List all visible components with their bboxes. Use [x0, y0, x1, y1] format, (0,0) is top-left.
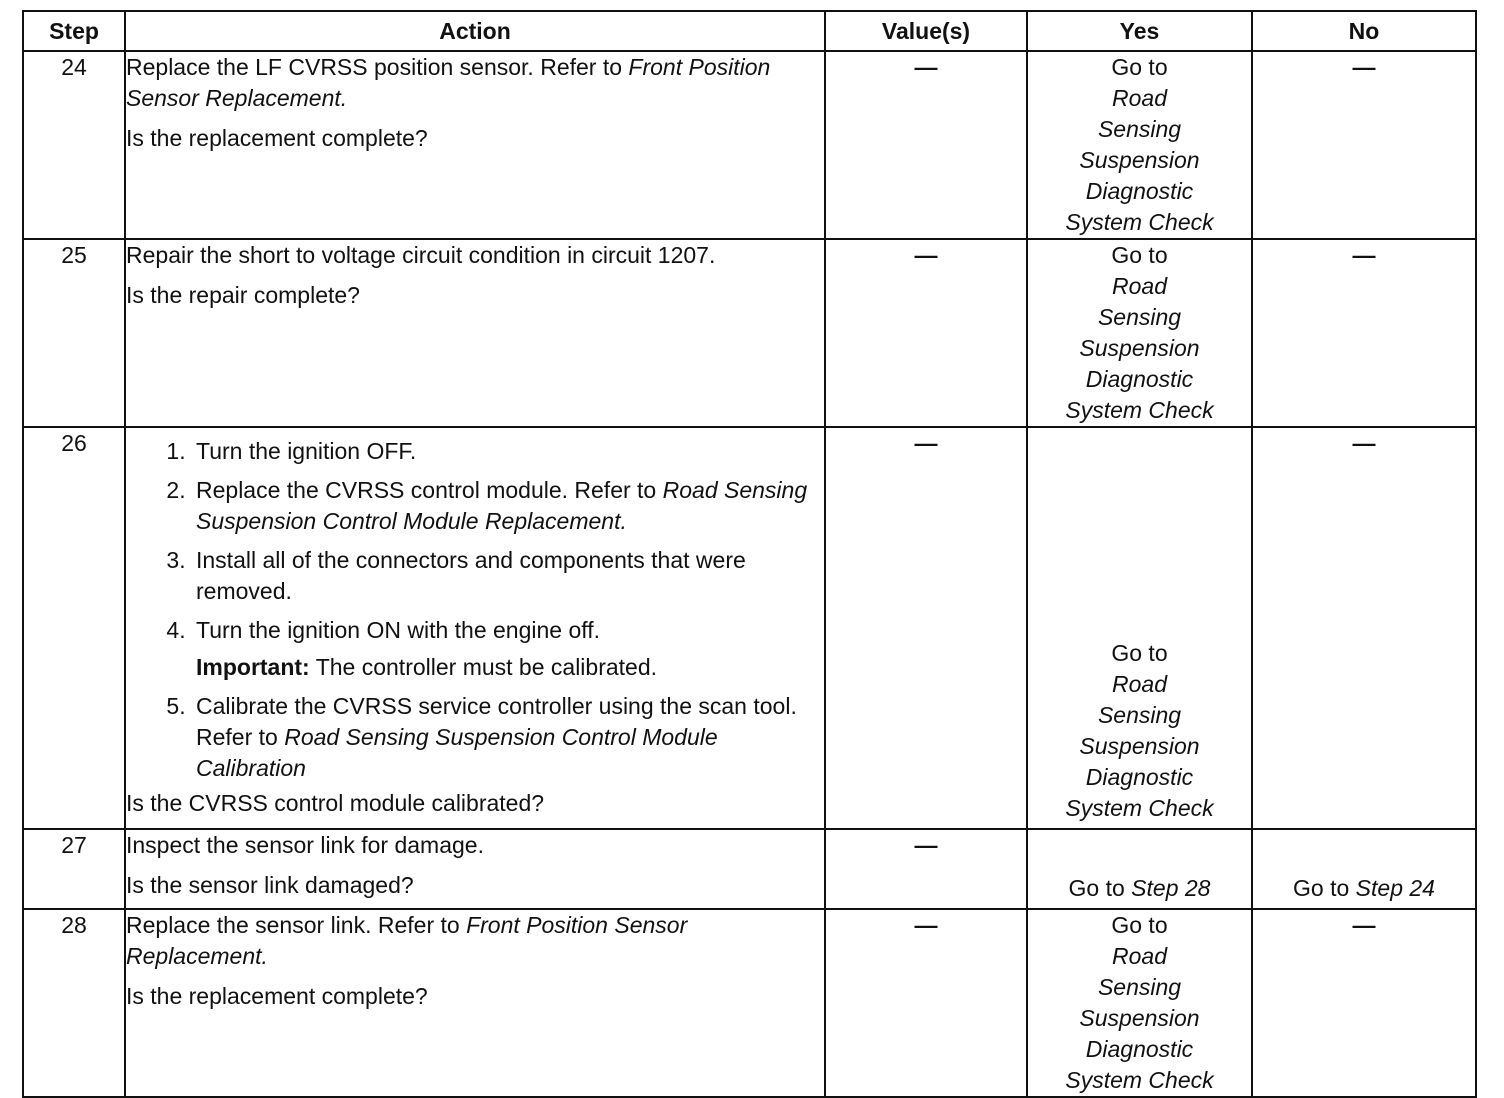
no-cell: — — [1252, 427, 1476, 829]
action-question: Is the CVRSS control module calibrated? — [126, 790, 545, 816]
action-instruction: Repair the short to voltage circuit condition in circuit 1207. — [126, 242, 716, 268]
goto-label: Go to — [1111, 640, 1168, 666]
yes-cell — [1027, 239, 1252, 427]
table-row-step-28 — [23, 909, 1476, 1097]
reference-link-cont[interactable]: System Check — [1065, 397, 1214, 423]
no-cell: — — [1252, 239, 1476, 427]
reference-link-cont[interactable]: Sensing — [1097, 702, 1182, 728]
action-instruction: Inspect the sensor link for damage. — [126, 832, 484, 858]
goto-label: Go to — [1111, 912, 1168, 938]
step-number: 27 — [23, 829, 125, 909]
yes-cell — [1027, 829, 1252, 909]
table-row-step-25 — [23, 239, 1476, 427]
value-cell: — — [825, 909, 1027, 1097]
step-link[interactable]: Step 28 — [1131, 875, 1211, 901]
value-cell: — — [825, 427, 1027, 829]
important-label: Important: — [196, 654, 310, 680]
reference-link-cont[interactable]: Sensing — [1097, 304, 1182, 330]
procedure-step — [192, 615, 824, 683]
reference-link[interactable]: Road Sensing Suspension Control Module Replacement. — [196, 477, 808, 534]
important-text: The controller must be calibrated. — [309, 654, 658, 680]
reference-link-cont[interactable]: Sensing — [1097, 116, 1182, 142]
action-cell — [125, 909, 825, 1097]
reference-link-cont[interactable]: Suspension — [1079, 335, 1200, 361]
action-cell — [125, 51, 825, 239]
reference-link[interactable]: Road — [1112, 273, 1167, 299]
reference-link-cont[interactable]: Diagnostic — [1085, 366, 1194, 392]
step-number: 28 — [23, 909, 125, 1097]
header-row — [23, 11, 1476, 51]
step-number: 26 — [23, 427, 125, 829]
action-instruction — [126, 910, 824, 972]
reference-link[interactable]: Road — [1112, 943, 1167, 969]
reference-link-cont[interactable]: System Check — [1065, 1067, 1214, 1093]
procedure-step: 3. Install all of the connectors and components that were removed. — [192, 545, 824, 607]
action-cell — [125, 427, 825, 829]
no-cell: — — [1252, 51, 1476, 239]
header-no: No — [1252, 11, 1476, 51]
reference-link-cont[interactable]: System Check — [1065, 209, 1214, 235]
action-question: Is the repair complete? — [126, 282, 360, 308]
step-number: 25 — [23, 239, 125, 427]
reference-link-cont[interactable]: System Check — [1065, 795, 1214, 821]
reference-link-cont[interactable]: Diagnostic — [1085, 764, 1194, 790]
reference-link-cont[interactable]: Suspension — [1079, 1005, 1200, 1031]
action-question: Is the replacement complete? — [126, 983, 428, 1009]
header-action: Action — [125, 11, 825, 51]
value-cell: — — [825, 239, 1027, 427]
yes-cell — [1027, 909, 1252, 1097]
reference-link-cont[interactable]: Sensing — [1097, 974, 1182, 1000]
procedure-text: Turn the ignition ON with the engine off. — [196, 617, 601, 643]
goto-label: Go to — [1111, 242, 1168, 268]
yes-cell — [1027, 51, 1252, 239]
value-cell: — — [825, 829, 1027, 909]
reference-link-cont[interactable]: Suspension — [1079, 147, 1200, 173]
important-note — [196, 652, 824, 683]
reference-link[interactable]: Front Position Sensor Replacement. — [126, 912, 688, 969]
reference-link[interactable]: Road Sensing Suspension Control Module Calibration — [196, 724, 718, 781]
table-row-step-26 — [23, 427, 1476, 829]
procedure-step — [192, 691, 824, 784]
table-row-step-24 — [23, 51, 1476, 239]
no-cell — [1252, 829, 1476, 909]
step-link[interactable]: Step 24 — [1355, 875, 1435, 901]
goto-label: Go to — [1293, 875, 1356, 901]
action-text: Replace the LF CVRSS position sensor. Refer to — [126, 54, 629, 80]
step-number: 24 — [23, 51, 125, 239]
procedure-step: 1. Turn the ignition OFF. — [192, 436, 824, 467]
action-question: Is the replacement complete? — [126, 125, 428, 151]
reference-link-cont[interactable]: Diagnostic — [1085, 178, 1194, 204]
reference-link[interactable]: Road — [1112, 671, 1167, 697]
no-cell: — — [1252, 909, 1476, 1097]
action-cell — [125, 239, 825, 427]
header-yes: Yes — [1027, 11, 1252, 51]
reference-link-cont[interactable]: Diagnostic — [1085, 1036, 1194, 1062]
action-question: Is the sensor link damaged? — [126, 872, 414, 898]
reference-link-cont[interactable]: Suspension — [1079, 733, 1200, 759]
yes-cell — [1027, 427, 1252, 829]
procedure-list — [126, 436, 824, 784]
goto-label: Go to — [1111, 54, 1168, 80]
value-cell: — — [825, 51, 1027, 239]
reference-link[interactable]: Road — [1112, 85, 1167, 111]
procedure-step — [192, 475, 824, 537]
action-cell — [125, 829, 825, 909]
table-row-step-27 — [23, 829, 1476, 909]
diagnostic-table — [22, 10, 1477, 1098]
header-values: Value(s) — [825, 11, 1027, 51]
procedure-text: Calibrate the CVRSS service controller using the scan tool. Refer to — [196, 693, 797, 750]
procedure-text: Replace the CVRSS control module. Refer to — [196, 477, 663, 503]
goto-label: Go to — [1068, 875, 1132, 901]
reference-link[interactable]: Front Position Sensor Replacement. — [126, 54, 771, 111]
action-text: Replace the sensor link. Refer to — [126, 912, 467, 938]
action-instruction — [126, 52, 824, 114]
header-step: Step — [23, 11, 125, 51]
